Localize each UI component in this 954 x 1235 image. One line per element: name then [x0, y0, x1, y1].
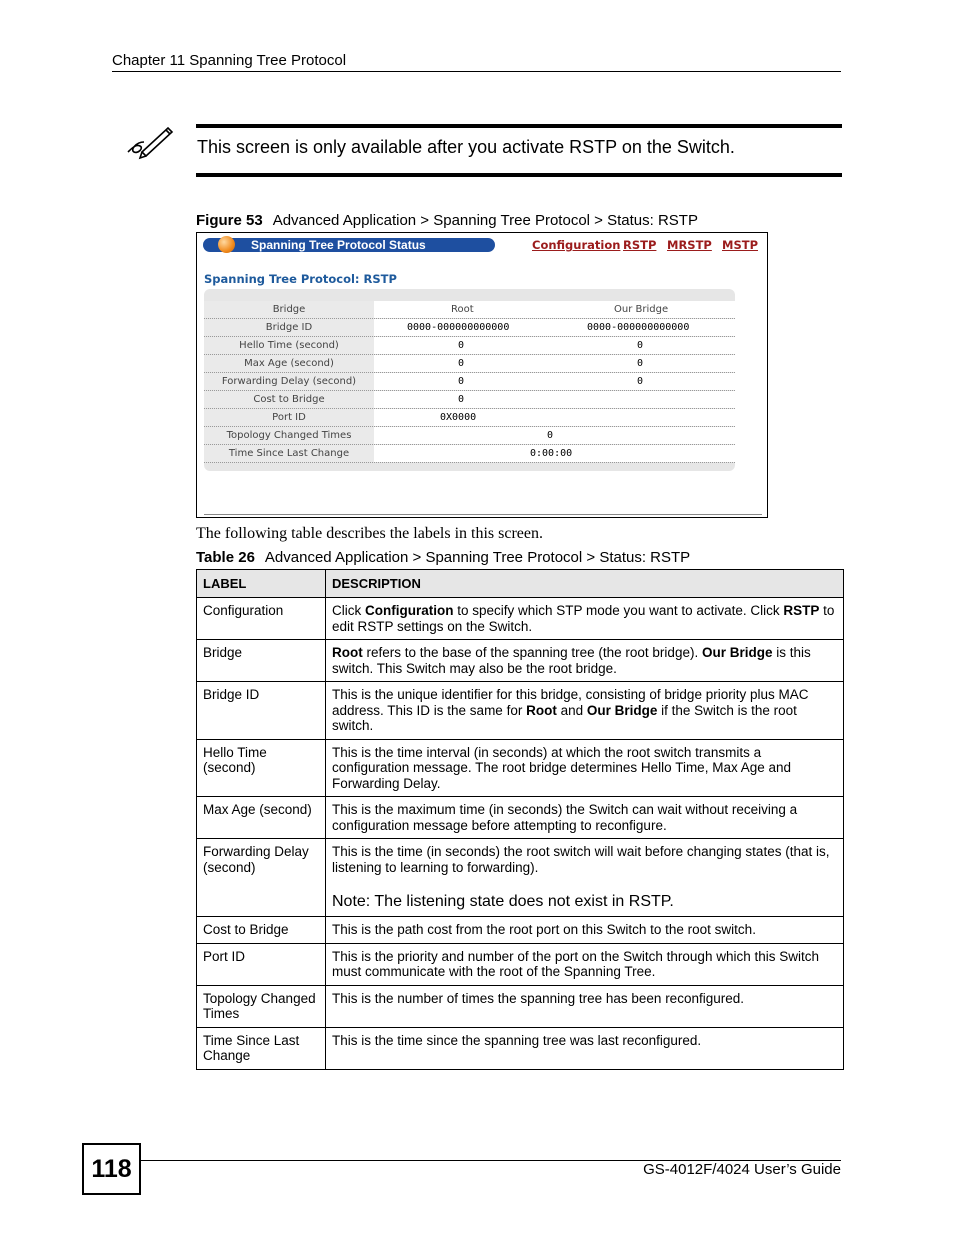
our-bridge-value: 0000-000000000000	[587, 322, 690, 333]
row-label: Cost to Bridge	[197, 917, 326, 944]
configuration-link[interactable]: Configuration	[532, 238, 621, 252]
table-row	[197, 839, 844, 917]
description-text: if the Switch is the root switch.	[332, 702, 797, 733]
description-text: This is the maximum time (in seconds) the Switch can wait without receiving a configuration message before attempting to reconfigure.	[332, 802, 798, 833]
screen-bottom-rule	[204, 514, 762, 515]
root-value: 0	[458, 376, 465, 387]
description-text: to specify which STP mode you want to activate. Click	[453, 603, 784, 618]
row-label: Topology Changed Times	[204, 427, 374, 444]
body-paragraph: The following table describes the labels in this screen.	[196, 525, 544, 542]
pencil-note-icon	[122, 122, 176, 162]
row-label: Hello Time (second)	[204, 337, 374, 354]
stp-row-topology-changed	[204, 427, 735, 445]
row-label: Topology Changed Times	[197, 985, 326, 1027]
row-description	[326, 598, 844, 640]
root-value: 0000-000000000000	[407, 322, 510, 333]
mrstp-link[interactable]: MRSTP	[667, 238, 712, 252]
row-label: Forwarding Delay (second)	[197, 839, 326, 917]
header-rule	[112, 71, 841, 72]
description-text: to edit RSTP settings on the Switch.	[332, 603, 835, 634]
bold-term: Configuration	[365, 603, 454, 618]
root-value: 0	[458, 340, 465, 351]
bold-term: RSTP	[783, 603, 820, 618]
row-label: Max Age (second)	[197, 797, 326, 839]
description-text: This is the time (in seconds) the root switch will wait before changing states (that is, listening to learning to forwarding).	[332, 844, 830, 875]
description-text: This is the time interval (in seconds) at which the root switch transmits a configuration message. The root bridge determines Hello Time, Max Age and Forwarding Delay.	[332, 744, 791, 791]
rstp-status-screenshot	[196, 232, 768, 518]
table-row	[197, 598, 844, 640]
table-label: Table 26	[196, 549, 255, 566]
table-title: Advanced Application > Spanning Tree Protocol > Status: RSTP	[264, 549, 691, 566]
table-row	[197, 1027, 844, 1069]
stp-row-bridge-id	[204, 319, 735, 337]
screen-heading: Spanning Tree Protocol: RSTP	[204, 272, 397, 286]
table-row	[197, 797, 844, 839]
orb-icon	[218, 236, 235, 253]
table-row	[197, 985, 844, 1027]
table-row	[197, 917, 844, 944]
bold-term: Our Bridge	[586, 702, 658, 718]
figure-title: Advanced Application > Spanning Tree Protocol > Status: RSTP	[272, 212, 698, 229]
guide-title: GS-4012F/4024 User’s Guide	[643, 1161, 841, 1178]
row-label: Cost to Bridge	[204, 391, 374, 408]
stp-header-row	[204, 301, 735, 319]
table-row	[197, 640, 844, 682]
note-text: This screen is only available after you activate RSTP on the Switch.	[197, 137, 735, 157]
root-value: 0	[458, 358, 465, 369]
root-value: 0X0000	[440, 412, 477, 423]
label-description-table	[196, 569, 844, 1070]
our-bridge-value: 0	[637, 340, 644, 351]
page-number: 118	[82, 1143, 141, 1195]
screen-title-bar	[203, 238, 495, 252]
description-text: and	[556, 702, 587, 718]
chapter-header: Chapter 11 Spanning Tree Protocol	[112, 52, 347, 69]
row-label: Time Since Last Change	[197, 1027, 326, 1069]
row-label: Forwarding Delay (second)	[204, 373, 374, 390]
row-label: Bridge ID	[204, 319, 374, 336]
bold-term: Our Bridge	[701, 645, 773, 660]
bold-term: Root	[526, 702, 557, 718]
figure-caption	[196, 212, 698, 229]
figure-label: Figure 53	[196, 212, 263, 229]
description-column-header: DESCRIPTION	[326, 570, 844, 598]
our-bridge-value: 0	[637, 376, 644, 387]
value: 0:00:00	[530, 448, 573, 459]
description-text: is this switch. This Switch may also be the root bridge.	[332, 645, 811, 676]
description-text: This is the number of times the spanning tree has been reconfigured.	[332, 990, 744, 1006]
stp-row-time-since-change	[204, 445, 735, 463]
mstp-link[interactable]: MSTP	[722, 238, 758, 252]
row-description	[326, 739, 844, 797]
table-row	[197, 943, 844, 985]
row-label: Port ID	[204, 409, 374, 426]
table-row	[197, 739, 844, 797]
stp-row-forwarding-delay	[204, 373, 735, 391]
label-column-header: LABEL	[197, 570, 326, 598]
table-caption	[196, 549, 690, 566]
description-text: This is the unique identifier for this bridge, consisting of bridge priority plus MAC address. This ID is the same for	[332, 687, 809, 718]
stp-row-port-id	[204, 409, 735, 427]
screen-title: Spanning Tree Protocol Status	[251, 238, 426, 252]
row-label: Port ID	[197, 943, 326, 985]
row-label: Bridge	[197, 640, 326, 682]
row-label: Max Age (second)	[204, 355, 374, 372]
value: 0	[547, 430, 554, 441]
description-text: This is the time since the spanning tree was last reconfigured.	[332, 1032, 702, 1048]
row-description	[326, 682, 844, 740]
description-text: This is the path cost from the root port on this Switch to the root switch.	[332, 922, 756, 937]
column-header-bridge: Bridge	[204, 301, 374, 318]
row-label: Bridge ID	[197, 682, 326, 740]
row-label: Hello Time (second)	[197, 739, 326, 797]
column-header-our-bridge: Our Bridge	[614, 304, 669, 315]
stp-status-table	[204, 289, 735, 471]
table-row	[197, 682, 844, 740]
our-bridge-value: 0	[637, 358, 644, 369]
rstp-link[interactable]: RSTP	[623, 238, 657, 252]
note-bar-top	[196, 124, 842, 128]
root-value: 0	[458, 394, 465, 405]
bold-term: Root	[332, 645, 363, 660]
row-description	[326, 797, 844, 839]
row-description	[326, 1027, 844, 1069]
row-description	[326, 640, 844, 682]
stp-row-hello-time	[204, 337, 735, 355]
row-label: Time Since Last Change	[204, 445, 374, 462]
stp-row-max-age	[204, 355, 735, 373]
stp-row-cost-to-bridge	[204, 391, 735, 409]
row-description	[326, 839, 844, 917]
description-text: Click	[332, 603, 365, 618]
description-text: refers to the base of the spanning tree (the root bridge).	[362, 645, 702, 660]
table-header-row	[197, 570, 844, 598]
description-text: This is the priority and number of the port on the Switch through which this Switch must communicate with the root of the Spanning Tree.	[332, 948, 819, 979]
row-description	[326, 943, 844, 985]
row-description	[326, 985, 844, 1027]
note-line: Note: The listening state does not exist in RSTP.	[332, 893, 674, 910]
column-header-root: Root	[451, 304, 474, 315]
row-description	[326, 917, 844, 944]
note-bar-bottom	[196, 173, 842, 177]
row-label: Configuration	[197, 598, 326, 640]
